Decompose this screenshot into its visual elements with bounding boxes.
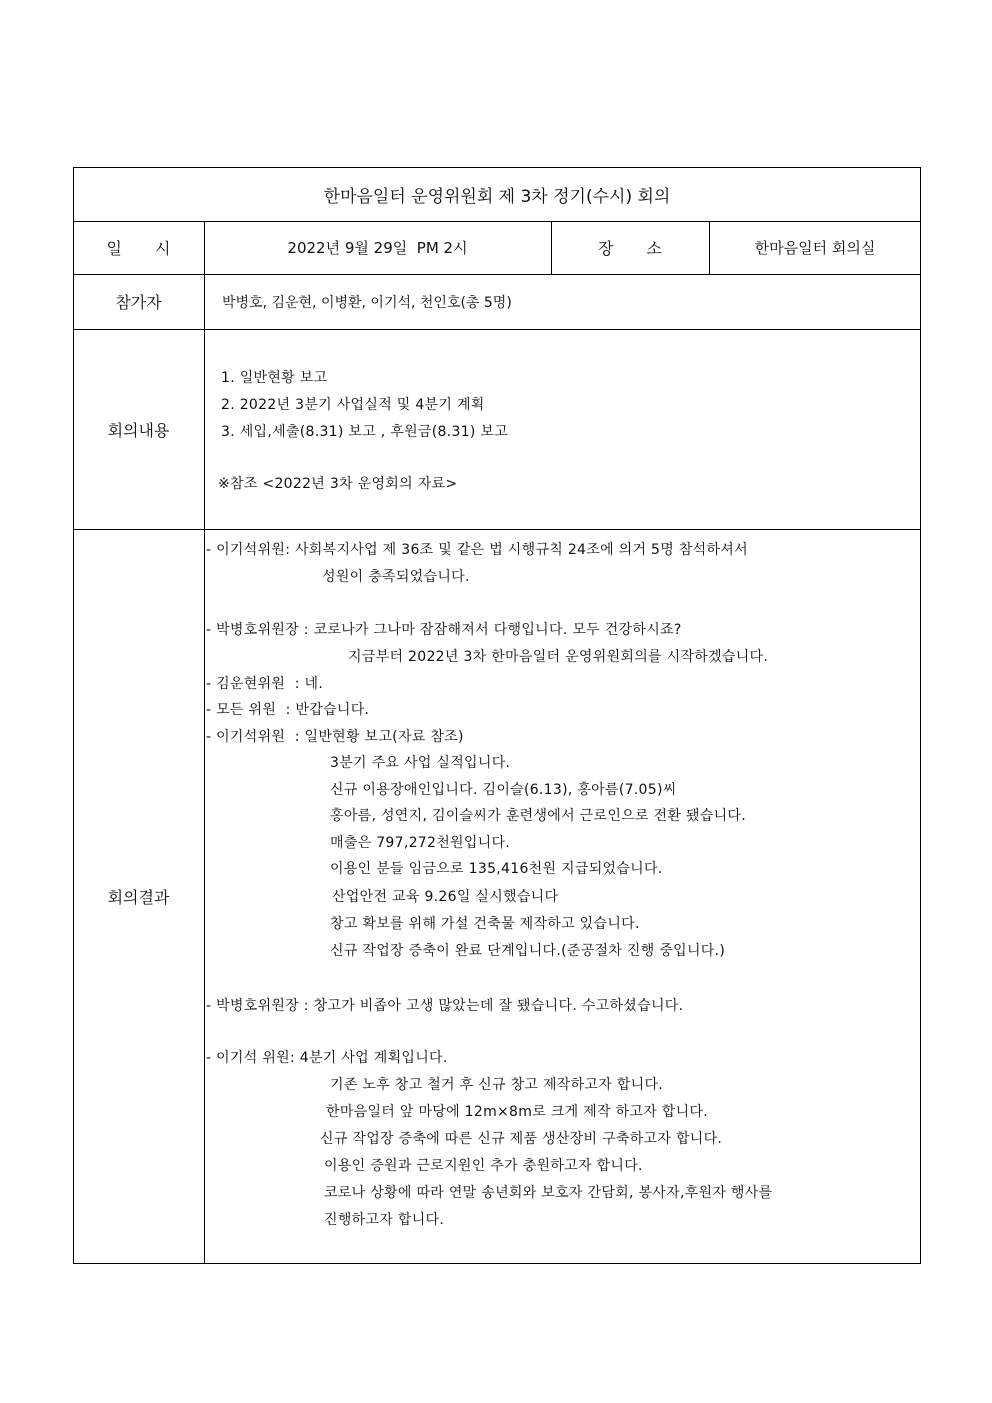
results-line: - 이기석위원 : 일반현황 보고(자료 참조): [206, 729, 464, 745]
attendees-label: 참가자: [115, 293, 162, 312]
results-line: - 박병호위원장 : 창고가 비좁아 고생 많았는데 잘 됐습니다. 수고하셨습니다.: [206, 998, 684, 1014]
results-line: 한마음일터 앞 마당에 12m×8m로 크게 제작 하고자 합니다.: [326, 1104, 709, 1120]
results-line: 성원이 충족되었습니다.: [322, 569, 470, 585]
results-line: - 박병호위원장 : 코로나가 그나마 잠잠해져서 다행입니다. 모두 건강하시죠?: [206, 622, 682, 638]
agenda-item: 3. 세입,세출(8.31) 보고 , 후원금(8.31) 보고: [221, 424, 509, 440]
agenda-label: 회의내용: [107, 420, 170, 440]
results-line: - 모든 위원 : 반갑습니다.: [206, 702, 370, 718]
results-line: 홍아름, 성연지, 김이슬씨가 훈련생에서 근로인으로 전환 됐습니다.: [330, 808, 746, 824]
results-line: 진행하고자 합니다.: [324, 1212, 445, 1228]
label-column-divider: [204, 221, 205, 1264]
date-value: 2022년 9월 29일 PM 2시: [287, 239, 468, 257]
agenda-item: 2. 2022년 3분기 사업실적 및 4분기 계획: [221, 397, 485, 413]
results-line: 이용인 분들 임금으로 135,416천원 지급되었습니다.: [330, 861, 663, 877]
results-line: 기존 노후 창고 철거 후 신규 창고 제작하고자 합니다.: [330, 1077, 664, 1093]
document-title: 한마음일터 운영위원회 제 3차 정기(수시) 회의: [323, 186, 671, 207]
results-line: 코로나 상황에 따라 연말 송년회와 보호자 간담회, 봉사자,후원자 행사를: [324, 1185, 773, 1201]
agenda-item: 1. 일반현황 보고: [221, 370, 328, 386]
place-value: 한마음일터 회의실: [754, 239, 876, 257]
results-line: - 김운현위원 : 네.: [206, 676, 324, 692]
date-label: 일 시: [106, 239, 185, 258]
place-label: 장 소: [598, 239, 676, 258]
results-line: 창고 확보를 위해 가설 건축물 제작하고 있습니다.: [330, 916, 640, 932]
results-line: 지금부터 2022년 3차 한마음일터 운영위원회의를 시작하겠습니다.: [348, 649, 769, 665]
attendees-value: 박병호, 김운현, 이병환, 이기석, 천인호(총 5명): [222, 294, 512, 311]
results-line: 이용인 증원과 근로지원인 추가 충원하고자 합니다.: [324, 1158, 643, 1174]
results-line: - 이기석위원: 사회복지사업 제 36조 및 같은 법 시행규칙 24조에 의거 5명 참석하셔서: [206, 542, 748, 558]
results-line: 매출은 797,272천원입니다.: [330, 835, 511, 851]
results-line: 산업안전 교육 9.26일 실시했습니다: [332, 889, 559, 905]
results-line: - 이기석 위원: 4분기 사업 계획입니다.: [206, 1050, 448, 1066]
results-line: 신규 작업장 증축에 따른 신규 제품 생산장비 구축하고자 합니다.: [320, 1131, 723, 1147]
agenda-note: ※참조 <2022년 3차 운영회의 자료>: [218, 476, 458, 492]
results-line: 3분기 주요 사업 실적입니다.: [330, 755, 511, 771]
results-label: 회의결과: [107, 888, 170, 907]
results-line: 신규 작업장 증축이 완료 단계입니다.(준공절차 진행 중입니다.): [330, 943, 726, 959]
results-line: 신규 이용장애인입니다. 김이슬(6.13), 홍아름(7.05)씨: [330, 782, 677, 798]
